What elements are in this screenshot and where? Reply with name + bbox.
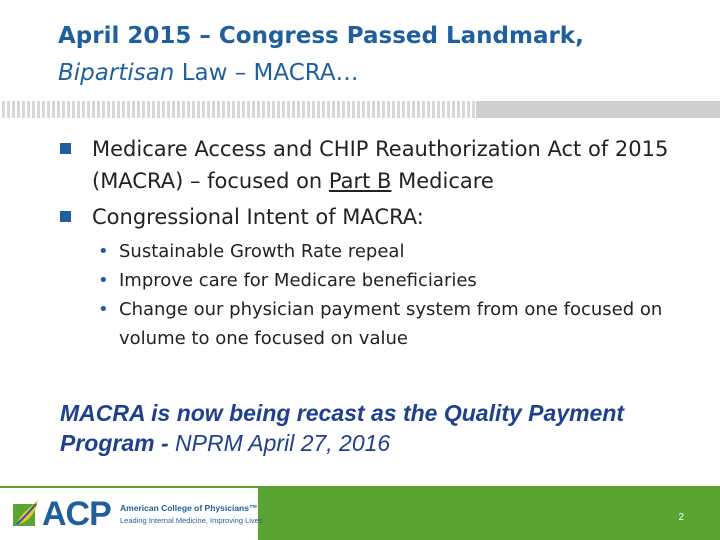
subbullet-sgr-repeal: [58, 237, 698, 266]
bullet-underlined-term: Part B: [328, 169, 392, 193]
bullet-macra-act: [58, 133, 698, 197]
subbullet-text: Change our physician payment system from one focused on volume to one focused on value: [119, 299, 663, 349]
square-bullet-icon: [60, 143, 71, 154]
title-italic-word: Bipartisan: [58, 60, 175, 86]
bullet-list: [58, 133, 698, 353]
subbullet-text: Improve care for Medicare beneficiaries: [119, 270, 477, 291]
dot-bullet-icon: •: [98, 299, 109, 320]
note-rest-text: NPRM April 27, 2016: [168, 430, 391, 456]
title-line-2: [58, 55, 658, 92]
slide-footer: [0, 486, 720, 540]
page-number: 2: [678, 512, 684, 523]
bullet-text: Congressional Intent of MACRA:: [92, 205, 424, 229]
square-bullet-icon: [60, 211, 71, 222]
footer-green-bar: [258, 486, 720, 540]
qpp-note: [60, 398, 680, 458]
subbullet-text: Sustainable Growth Rate repeal: [119, 241, 405, 262]
dot-bullet-icon: •: [98, 270, 109, 291]
slide-title: [58, 18, 658, 92]
title-line-2-rest: Law – MACRA…: [174, 60, 359, 86]
acp-leaf-icon: [12, 496, 42, 532]
title-line-1: April 2015 – Congress Passed Landmark,: [58, 23, 584, 49]
bullet-congressional-intent: [58, 201, 698, 233]
bullet-text-end: Medicare: [391, 169, 494, 193]
acp-logo: [12, 494, 263, 534]
note-bold-text: MACRA is now being recast as the Quality Payment Program -: [60, 400, 625, 456]
subbullet-payment-system: [58, 295, 698, 353]
divider-pattern: [0, 101, 476, 118]
footer-top-line: [0, 486, 258, 488]
bullet-text-start: Medicare Access and CHIP Reauthorization Act of 2015 (MACRA) – focused on: [92, 137, 669, 193]
subbullet-improve-care: [58, 266, 698, 295]
org-name: American College of Physicians™: [120, 503, 258, 513]
org-tagline: Leading Internal Medicine, Improving Lives: [120, 516, 263, 525]
logo-wordmark: ACP: [42, 495, 111, 533]
dot-bullet-icon: •: [98, 241, 109, 262]
title-divider: [0, 101, 720, 118]
